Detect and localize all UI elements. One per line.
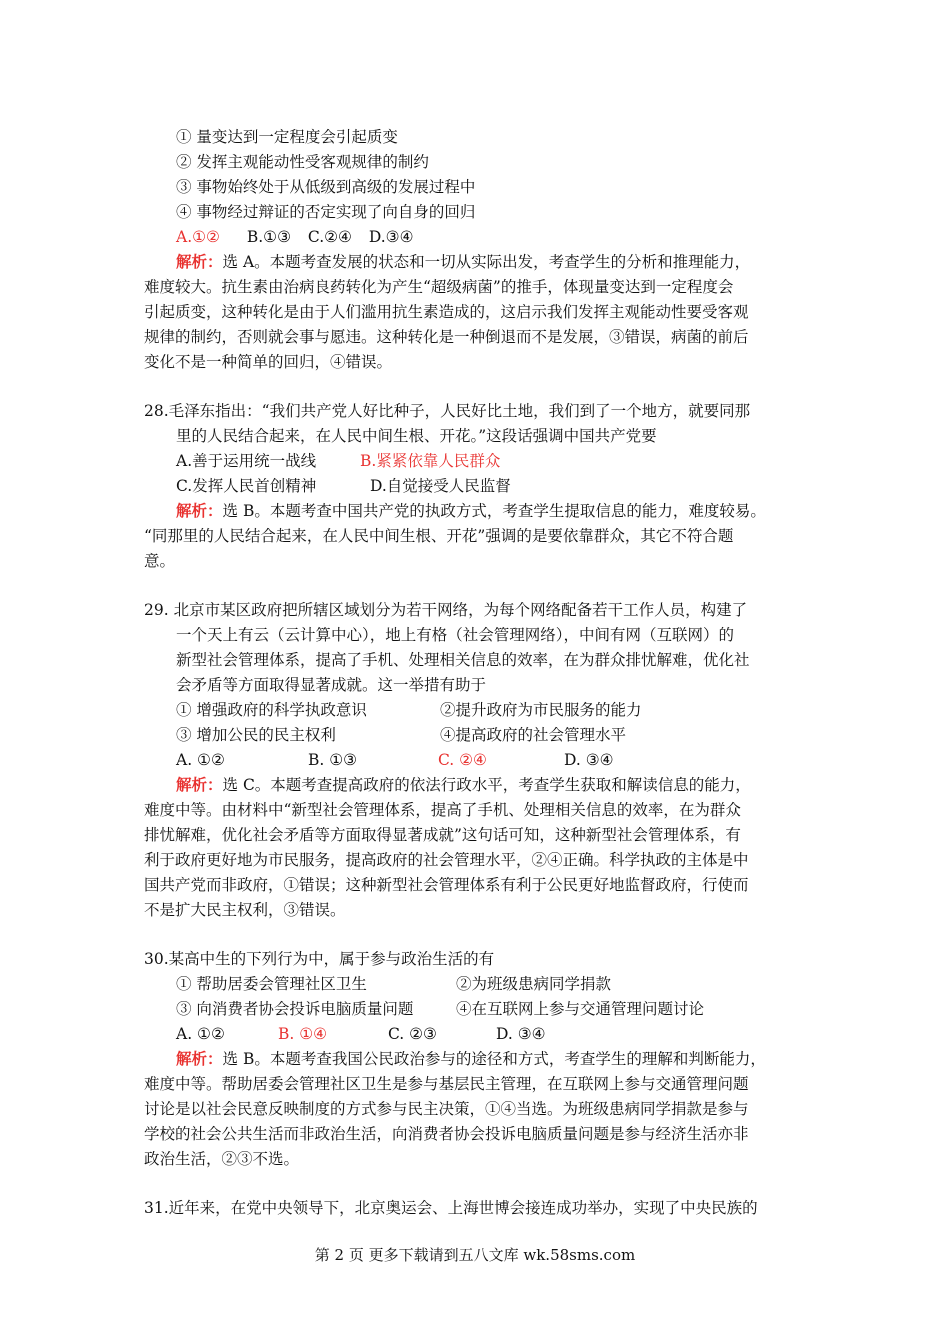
q27-analysis-line-2: 难度较大。抗生素由治病良药转化为产生“超级病菌”的推手，体现量变达到一定程度会 [144, 278, 734, 296]
q30-analysis-line-4: 学校的社会公共生活而非政治生活，向消费者协会投诉电脑质量问题是参与经济生活亦非 [144, 1125, 749, 1143]
q28-choices-row-1 [176, 451, 500, 471]
q27-analysis-line-1: 选 A。本题考查发展的状态和一切从实际出发，考查学生的分析和推理能力， [222, 253, 751, 271]
q27-choice-c: C.②④ [307, 228, 352, 246]
q29-stem-line-4: 会矛盾等方面取得显著成就。这一举措有助于 [176, 676, 487, 694]
q30-analysis-line-3: 讨论是以社会民意反映制度的方式参与民主决策，①④当选。为班级患病同学捐款是参与 [144, 1100, 749, 1118]
q27-choices [176, 227, 413, 247]
q28-analysis-line-3: 意。 [144, 552, 176, 570]
q28-choice-b: B.紧紧依靠人民群众 [360, 452, 501, 470]
q29-option-4: ④提高政府的社会管理水平 [440, 726, 627, 744]
q28-analysis-line-2: “同那里的人民结合起来，在人民中间生根、开花”强调的是要依靠群众，其它不符合题 [144, 527, 734, 545]
q28-analysis-label: 解析： [176, 501, 223, 520]
q30-option-1: ① 帮助居委会管理社区卫生 [176, 975, 367, 993]
q30-analysis-line-5: 政治生活，②③不选。 [144, 1150, 300, 1168]
q29-analysis-first [176, 775, 751, 795]
q27-analysis-line-3: 引起质变，这种转化是由于人们滥用抗生素造成的，这启示我们发挥主观能动性要受客观 [144, 303, 749, 321]
q28-choices-row-2 [176, 476, 511, 496]
q28-stem-line-2: 里的人民结合起来，在人民中间生根、开花。”这段话强调中国共产党要 [176, 427, 657, 445]
q27-option-4: ④ 事物经过辩证的否定实现了向自身的回归 [176, 203, 476, 221]
q29-stem-line-1: 29. 北京市某区政府把所辖区域划分为若干网络，为每个网络配备若干工作人员，构建了 [144, 601, 748, 619]
q29-options-row-2 [176, 725, 626, 745]
q29-stem-line-3: 新型社会管理体系，提高了手机、处理相关信息的效率，在为群众排忧解难，优化社 [176, 651, 750, 669]
q28-analysis-first [176, 501, 766, 521]
q29-choices [176, 750, 614, 770]
q29-choice-b: B. ①③ [308, 751, 358, 769]
q29-option-2: ②提升政府为市民服务的能力 [440, 701, 642, 719]
q28-choice-c: C.发挥人民首创精神 [176, 477, 317, 495]
q28-choice-d: D.自觉接受人民监督 [370, 477, 511, 495]
q29-option-3: ③ 增加公民的民主权利 [176, 726, 336, 744]
q30-option-2: ②为班级患病同学捐款 [456, 975, 612, 993]
q29-options-row-1 [176, 700, 642, 720]
q28-choice-a: A.善于运用统一战线 [176, 452, 317, 470]
q30-option-4: ④在互联网上参与交通管理问题讨论 [456, 1000, 705, 1018]
q30-choice-c: C. ②③ [388, 1025, 437, 1043]
q29-choice-a: A. ①② [176, 751, 225, 769]
q30-option-3: ③ 向消费者协会投诉电脑质量问题 [176, 1000, 414, 1018]
q30-stem: 30.某高中生的下列行为中，属于参与政治生活的有 [144, 950, 495, 968]
q30-options-row-2 [176, 999, 704, 1019]
q30-analysis-label: 解析： [176, 1049, 223, 1068]
q29-analysis-line-1: 选 C。本题考查提高政府的依法行政水平，考查学生获取和解读信息的能力， [222, 776, 751, 794]
q27-choice-b: B.①③ [246, 228, 291, 246]
q30-choice-b: B. ①④ [278, 1025, 328, 1043]
q27-choice-d: D.③④ [368, 228, 414, 246]
q30-analysis-first [176, 1049, 766, 1069]
q27-analysis-line-5: 变化不是一种简单的回归，④错误。 [144, 353, 393, 371]
q27-analysis-label: 解析： [176, 252, 223, 271]
q30-choices [176, 1024, 546, 1044]
q28-analysis-line-1: 选 B。本题考查中国共产党的执政方式，考查学生提取信息的能力，难度较易。 [222, 502, 766, 520]
q27-choice-a: A.①② [176, 228, 220, 246]
q30-choice-a: A. ①② [176, 1025, 225, 1043]
q29-analysis-line-4: 利于政府更好地为市民服务，提高政府的社会管理水平，②④正确。科学执政的主体是中 [144, 851, 749, 869]
q29-analysis-line-6: 不是扩大民主权利，③错误。 [144, 901, 346, 919]
q31-stem: 31.近年来，在党中央领导下，北京奥运会、上海世博会接连成功举办，实现了中央民族的 [144, 1199, 758, 1217]
page-footer: 第 2 页 更多下载请到五八文库 wk.58sms.com [314, 1246, 636, 1264]
q30-analysis-line-1: 选 B。本题考查我国公民政治参与的途径和方式，考查学生的理解和判断能力， [222, 1050, 766, 1068]
q29-analysis-line-3: 排忧解难，优化社会矛盾等方面取得显著成就”这句话可知，这种新型社会管理体系，有 [144, 826, 741, 844]
q27-analysis-first [176, 252, 750, 272]
q27-option-3: ③ 事物始终处于从低级到高级的发展过程中 [176, 178, 476, 196]
q30-options-row-1 [176, 974, 611, 994]
q29-analysis-line-5: 国共产党而非政府，①错误；这种新型社会管理体系有利于公民更好地监督政府，行使而 [144, 876, 749, 894]
q29-stem-line-2: 一个天上有云（云计算中心），地上有格（社会管理网络），中间有网（互联网）的 [176, 626, 735, 644]
q29-option-1: ① 增强政府的科学执政意识 [176, 701, 367, 719]
q27-option-1: ① 量变达到一定程度会引起质变 [176, 128, 398, 146]
q27-analysis-line-4: 规律的制约，否则就会事与愿违。这种转化是一种倒退而不是发展，③错误，病菌的前后 [144, 328, 749, 346]
q30-analysis-line-2: 难度中等。帮助居委会管理社区卫生是参与基层民主管理，在互联网上参与交通管理问题 [144, 1075, 749, 1093]
q29-analysis-line-2: 难度中等。由材料中“新型社会管理体系，提高了手机、处理相关信息的效率，在为群众 [144, 801, 741, 819]
q30-choice-d: D. ③④ [496, 1025, 546, 1043]
q29-choice-c: C. ②④ [438, 751, 487, 769]
q29-analysis-label: 解析： [176, 775, 223, 794]
q27-option-2: ② 发挥主观能动性受客观规律的制约 [176, 153, 429, 171]
q28-stem-line-1: 28.毛泽东指出：“我们共产党人好比种子，人民好比土地，我们到了一个地方，就要同那 [144, 402, 751, 420]
q29-choice-d: D. ③④ [564, 751, 614, 769]
